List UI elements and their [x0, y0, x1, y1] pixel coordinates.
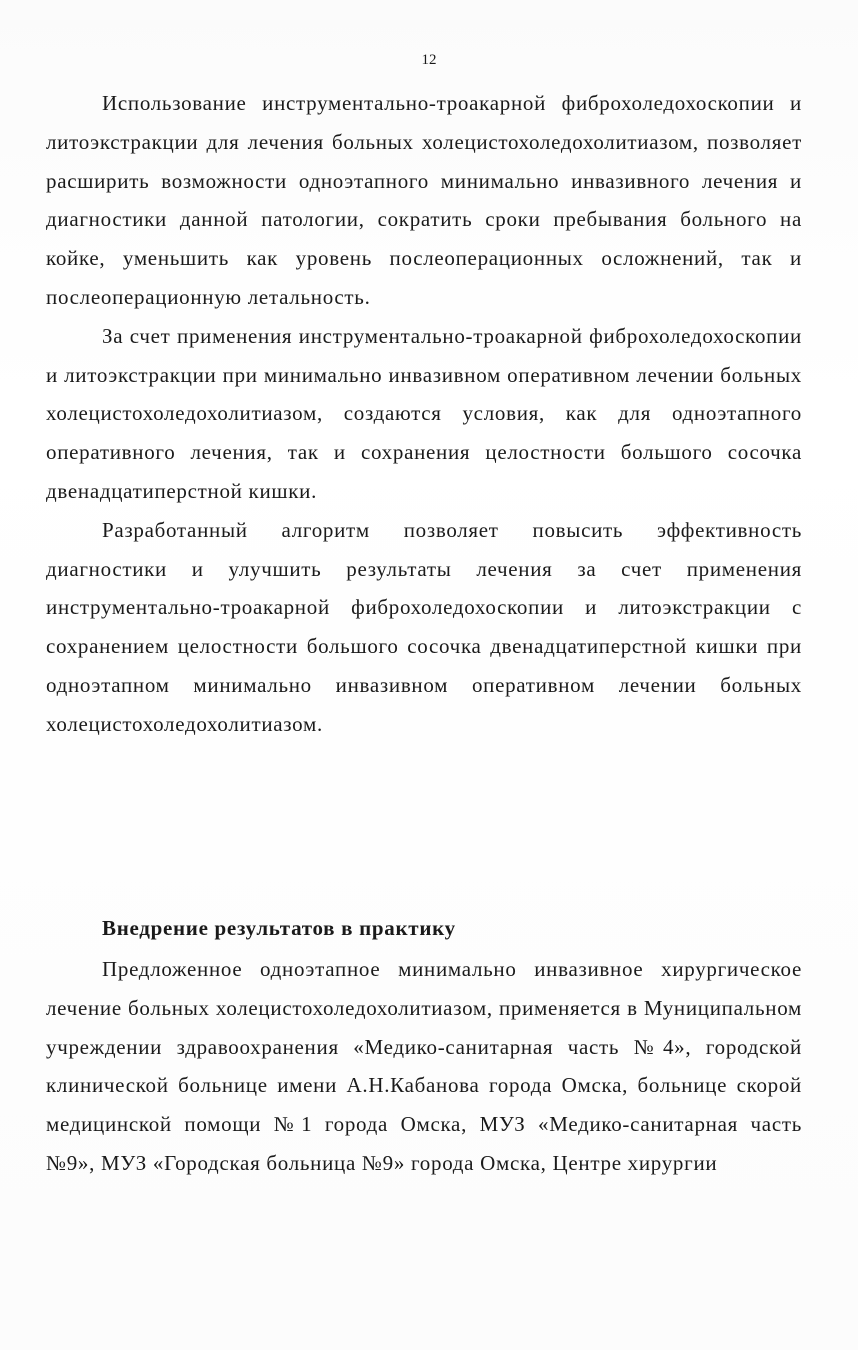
body-text-top: [46, 84, 802, 744]
section-heading: Внедрение результатов в практику: [102, 916, 456, 940]
paragraph-1: Использование инструментально-троакарной фиброхоледохоскопии и литоэкстракции для лечения больных холецистохоледохолитиазом, позволяет расширить возможности одноэтапного минимально инвазивного лечения и диагностики данной патологии, сократить сроки пребывания больного на койке, уменьшить как уровень послеоперационных осложнений, так и послеоперационную летальность.: [46, 91, 802, 309]
body-text-bottom: [46, 950, 802, 1183]
paragraph-2: За счет применения инструментально-троакарной фиброхоледохоскопии и литоэкстракции при минимально инвазивном оперативном лечении больных холецистохоледохолитиазом, создаются условия, как для одноэтапного оперативного лечения, так и сохранения целостности большого сосочка двенадцатиперстной кишки.: [46, 323, 802, 503]
paragraph-4: Предложенное одноэтапное минимально инвазивное хирургическое лечение больных холецистохоледохолитиазом, применяется в Муниципальном учреждении здравоохранения «Медико-санитарная часть №4», городской клинической больнице имени А.Н.Кабанова города Омска, больнице скорой медицинской помощи №1 города Омска, МУЗ «Медико-санитарная часть №9», МУЗ «Городская больница №9» города Омска, Центре хирургии: [46, 957, 802, 1175]
paragraph-3: Разработанный алгоритм позволяет повысить эффективность диагностики и улучшить результаты лечения за счет применения инструментально-троакарной фиброхоледохоскопии и литоэкстракции с сохранением целостности большого сосочка двенадцатиперстной кишки при одноэтапном минимально инвазивном оперативном лечении больных холецистохоледохолитиазом.: [46, 517, 802, 736]
page-number: 12: [421, 52, 437, 68]
